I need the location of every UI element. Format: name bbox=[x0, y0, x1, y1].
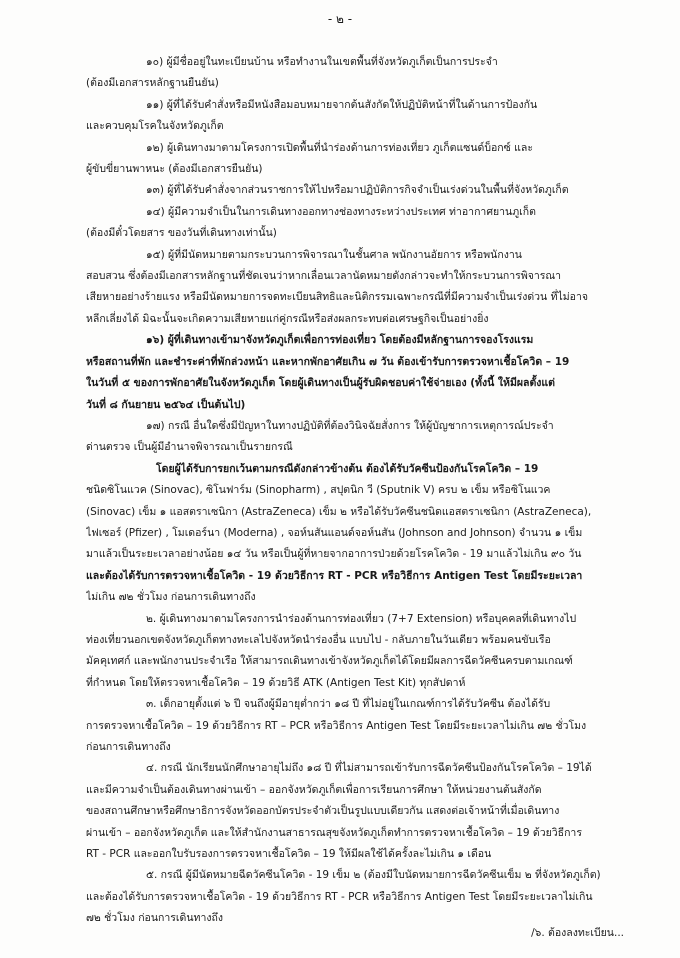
text-line: ชนิดซิโนแวค (Sinovac), ซิโนฟาร์ม (Sinopharm) , สปุตนิก วี (Sputnik V) ครบ ๒ เข็ม หรือซิโนแวค bbox=[86, 484, 551, 497]
text-line: มาแล้วเป็นระยะเวลาอย่างน้อย ๑๔ วัน หรือเป็นผู้ที่หายจากอาการป่วยด้วยโรคโควิด - 19 มาแล้วไม่เกิน ๙๐ วัน bbox=[86, 548, 582, 561]
text-line: ก่อนการเดินทางถึง bbox=[86, 741, 171, 753]
text-line: สอบสวน ซึ่งต้องมีเอกสารหลักฐานที่ชัดเจนว่าหากเลื่อนเวลานัดหมายดังกล่าวจะทำให้กระบวนการพิจารณา bbox=[86, 270, 562, 283]
text-line: โดยผู้ได้รับการยกเว้นตามกรณีดังกล่าวข้างต้น ต้องได้รับวัคซีนป้องกันโรคโควิด – 19 bbox=[156, 462, 539, 475]
text-line: ๑๓) ผู้ที่ได้รับคำสั่งจากส่วนราชการให้ไปหรือมาปฏิบัติการกิจจำเป็นเร่งด่วนในพื้นที่จังหวัดภูเก็ต bbox=[146, 184, 569, 197]
text-line: ไม่เกิน ๗๒ ชั่วโมง ก่อนการเดินทางถึง bbox=[86, 591, 256, 604]
text-line: ไฟเซอร์ (Pfizer) , โมเดอร์นา (Moderna) , จอห์นสันแอนด์จอห์นสัน (Johnson and Johnson) จำนวน ๑ เข็ม bbox=[86, 526, 583, 539]
text-line: และมีความจำเป็นต้องเดินทางผ่านเข้า – ออกจังหวัดภูเก็ตเพื่อการเรียนการศึกษา ให้หน่วยงานต้นสังกัด bbox=[86, 783, 542, 796]
text-line: และควบคุมโรคในจังหวัดภูเก็ต bbox=[86, 120, 224, 133]
text-line: มัคคุเทศก์ และพนักงานประจำเรือ ให้สามารถเดินทางเข้าจังหวัดภูเก็ตได้โดยมีผลการฉีดวัคซีนครบตามเกณฑ์ bbox=[86, 655, 573, 668]
text-line: เสียหายอย่างร้ายแรง หรือมีนัดหมายการจดทะเบียนสิทธิและนิติกรรมเฉพาะกรณีที่มีความจำเป็นเร่งด่วน ที่ไม่อาจ bbox=[86, 291, 589, 304]
text-line: และต้องได้รับการตรวจหาเชื้อโควิด - 19 ด้วยวิธีการ RT - PCR หรือวิธีการ Antigen Test โดยมีระยะเวลาไม่เกิน bbox=[86, 890, 593, 903]
text-line: (Sinovac) เข็ม ๑ แอสตราเซนิกา (AstraZeneca) เข็ม ๒ หรือได้รับวัคซีนชนิดแอสตราเซนิกา (AstraZeneca), bbox=[86, 505, 592, 518]
page-number: - ๒ - bbox=[327, 12, 353, 26]
text-line: ๑๖) ผู้ที่เดินทางเข้ามาจังหวัดภูเก็ตเพื่อการท่องเที่ยว โดยต้องมีหลักฐานการจองโรงแรม bbox=[146, 334, 534, 347]
text-line: ๓. เด็กอายุตั้งแต่ ๖ ปี จนถึงผู้มีอายุต่ำกว่า ๑๘ ปี ที่ไม่อยู่ในเกณฑ์การได้รับวัคซีน ต้องได้รับ bbox=[146, 698, 551, 711]
text-line: RT - PCR และออกใบรับรองการตรวจหาเชื้อโควิด – 19 ให้มีผลใช้ได้ครั้งละไม่เกิน ๑ เดือน bbox=[86, 848, 492, 861]
text-line: ๕. กรณี ผู้มีนัดหมายฉีดวัคซีนโควิด - 19 เข็ม ๒ (ต้องมีใบนัดหมายการฉีดวัคซีนเข็ม ๒ ที่จังหวัดภูเก็ต) bbox=[146, 869, 601, 882]
text-line: ๑๑) ผู้ที่ได้รับคำสั่งหรือมีหนังสือมอบหมายจากต้นสังกัดให้ปฏิบัติหน้าที่ในด้านการป้องกัน bbox=[146, 98, 538, 111]
text-line: ๑๐) ผู้มีชื่ออยู่ในทะเบียนบ้าน หรือทำงานในเขตพื้นที่จังหวัดภูเก็ตเป็นการประจำ bbox=[146, 56, 498, 68]
text-line: ๗๒ ชั่วโมง ก่อนการเดินทางถึง bbox=[86, 912, 223, 925]
text-line: ผ่านเข้า – ออกจังหวัดภูเก็ต และให้สำนักงานสาธารณสุขจังหวัดภูเก็ตทำการตรวจหาเชื้อโควิด – 19 ด้วยวิธีการ bbox=[86, 826, 582, 839]
text-line: (ต้องมีเอกสารหลักฐานยืนยัน) bbox=[86, 77, 219, 90]
text-line: ท่องเที่ยวนอกเขตจังหวัดภูเก็ตทางทะเลไปจังหวัดนำร่องอื่น แบบไป - กลับภายในวันเดียว พร้อมคนขับเรือ bbox=[86, 633, 551, 646]
text-line: หลีกเลี่ยงได้ มิฉะนั้นจะเกิดความเสียหายแก่คู่กรณีหรือส่งผลกระทบต่อเศรษฐกิจเป็นอย่างยิ่ง bbox=[86, 312, 489, 325]
text-line: ในวันที่ ๕ ของการพักอาศัยในจังหวัดภูเก็ต โดยผู้เดินทางเป็นผู้รับผิดชอบค่าใช้จ่ายเอง (ทั้งนี้ ให้มีผลตั้งแต่ bbox=[86, 377, 555, 390]
text-line: ๑๕) ผู้ที่มีนัดหมายตามกระบวนการพิจารณาในชั้นศาล พนักงานอัยการ หรือพนักงาน bbox=[146, 248, 522, 261]
text-line: ของสถานศึกษาหรือศึกษาธิการจังหวัดออกบัตรประจำตัวเป็นรูปแบบเดียวกัน แสดงต่อเจ้าหน้าที่เมื่อเดินทาง bbox=[86, 805, 560, 818]
text-line: ผู้ขับขี่ยานพาหนะ (ต้องมีเอกสารยืนยัน) bbox=[86, 163, 263, 176]
text-line: ๑๗) กรณี อื่นใดซึ่งมีปัญหาในทางปฏิบัติที่ต้องวินิจฉัยสั่งการ ให้ผู้บัญชาการเหตุการณ์ประจำ bbox=[146, 419, 554, 432]
text-line: วันที่ ๘ กันยายน ๒๕๖๔ เป็นต้นไป) bbox=[86, 398, 246, 411]
document-body bbox=[86, 52, 606, 930]
text-line: ที่กำหนด โดยให้ตรวจหาเชื้อโควิด – 19 ด้วยวิธี ATK (Antigen Test Kit) ทุกสัปดาห์ bbox=[86, 676, 466, 689]
text-line: ๑๒) ผู้เดินทางมาตามโครงการเปิดพื้นที่นำร่องด้านการท่องเที่ยว ภูเก็ตแซนด์บ็อกซ์ และ bbox=[146, 141, 533, 154]
text-line: ๑๔) ผู้มีความจำเป็นในการเดินทางออกทางช่องทางระหว่างประเทศ ท่าอากาศยานภูเก็ต bbox=[146, 205, 536, 218]
text-line: ๒. ผู้เดินทางมาตามโครงการนำร่องด้านการท่องเที่ยว (7+7 Extension) หรือบุคคลที่เดินทางไป bbox=[146, 612, 577, 625]
continuation-footer: /๖. ต้องลงทะเบียน... bbox=[531, 927, 624, 939]
text-line: และต้องได้รับการตรวจหาเชื้อโควิด - 19 ด้วยวิธีการ RT - PCR หรือวิธีการ Antigen Test โดยมีระยะเวลา bbox=[86, 569, 583, 582]
text-line: หรือสถานที่พัก และชำระค่าที่พักล่วงหน้า และหากพักอาศัยเกิน ๗ วัน ต้องเข้ารับการตรวจหาเชื้อโควิด – 19 bbox=[86, 355, 570, 368]
text-line: (ต้องมีตั๋วโดยสาร ของวันที่เดินทางเท่านั้น) bbox=[86, 227, 277, 240]
text-line: ๔. กรณี นักเรียนนักศึกษาอายุไม่ถึง ๑๘ ปี ที่ไม่สามารถเข้ารับการฉีดวัคซีนป้องกันโรคโควิด – 19ได้ bbox=[146, 762, 592, 775]
text-line: ด่านตรวจ เป็นผู้มีอำนาจพิจารณาเป็นรายกรณี bbox=[86, 441, 293, 454]
text-line: การตรวจหาเชื้อโควิด – 19 ด้วยวิธีการ RT – PCR หรือวิธีการ Antigen Test โดยมีระยะเวลาไม่เกิน ๗๒ ชั่วโมง bbox=[86, 719, 587, 732]
